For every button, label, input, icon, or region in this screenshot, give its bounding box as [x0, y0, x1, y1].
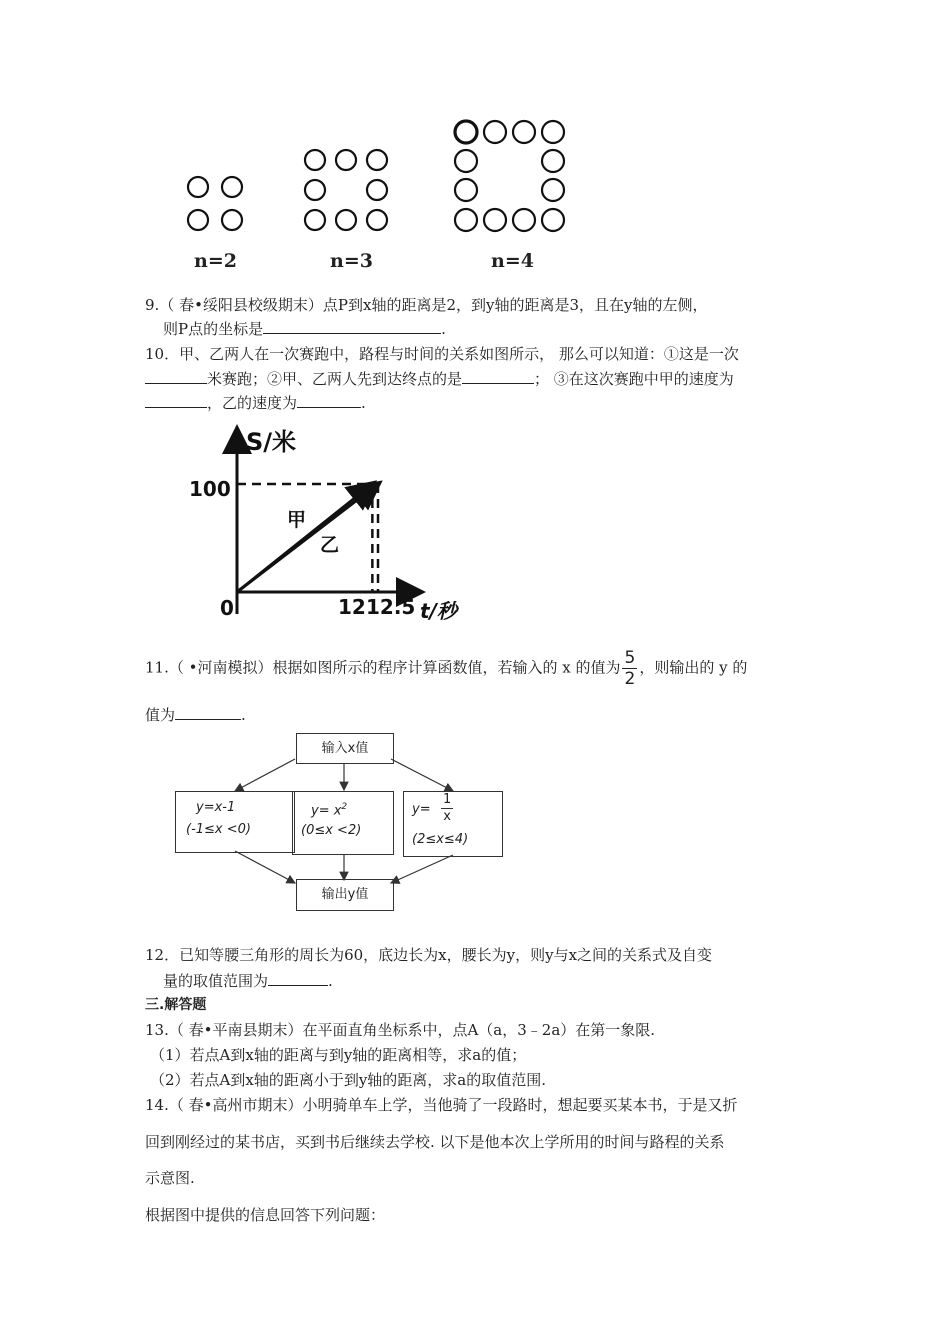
- flow-box3-formula: y=: [412, 802, 431, 817]
- q9-prompt: 则P点的坐标是: [163, 320, 264, 338]
- q12-answer-blank[interactable]: [268, 971, 328, 986]
- q10-line3: [145, 393, 366, 413]
- q14-line3: 示意图.: [145, 1169, 195, 1187]
- flow-output-box: [296, 879, 394, 911]
- q9-line1: 9.（ 春•绥阳县校级期末）点P到x轴的距离是2，到y轴的距离是3，且在y轴的左侧，: [145, 296, 708, 314]
- flow-box1-range: (-1≤x <0): [186, 822, 251, 837]
- q10-text-a: 米赛跑；②甲、乙两人先到达终点的是: [207, 370, 463, 388]
- q9-answer-blank[interactable]: [263, 319, 441, 334]
- flow-box-1: [175, 791, 295, 853]
- q11-prompt: 值为: [145, 706, 176, 724]
- flow-box3-denominator: x: [443, 809, 451, 824]
- origin-label: 0: [220, 596, 234, 620]
- y-tick-label-100: 100: [189, 477, 231, 501]
- q11-line1: [145, 648, 747, 689]
- y-axis-label: S/米: [246, 428, 297, 456]
- q9-line2: [163, 319, 446, 339]
- flow-box2-formula: y= x: [311, 803, 342, 819]
- q9-period: .: [441, 320, 446, 338]
- flow-box2-formula-line: [311, 802, 347, 818]
- x-tick-label-12: 12: [338, 595, 366, 619]
- flow-box-3: [403, 791, 503, 857]
- q12-line2: [163, 971, 333, 991]
- x-tick-label-12-5: 12.5: [366, 595, 416, 619]
- pattern-label-n2: n=2: [194, 250, 237, 272]
- q10-blank-speed-jia[interactable]: [145, 393, 207, 408]
- pattern-label-n4: n=4: [491, 250, 534, 272]
- flow-input-box: [296, 733, 394, 764]
- q13-line1: 13.（ 春•平南县期末）在平面直角坐标系中，点A（a，3﹣2a）在第一象限.: [145, 1021, 656, 1039]
- q11-frac-numerator: 5: [624, 648, 636, 668]
- flow-box3-numerator: 1: [443, 792, 452, 807]
- flow-box2-exponent: 2: [341, 802, 348, 812]
- flow-input-label: 输入x值: [321, 741, 369, 756]
- q13-sub2: （2）若点A到x轴的距离小于到y轴的距离，求a的取值范围.: [150, 1071, 547, 1089]
- q14-line1: 14.（ 春•高州市期末）小明骑单车上学，当他骑了一段路时，想起要买某本书，于是又折: [145, 1096, 738, 1114]
- q10-blank-speed-yi[interactable]: [297, 393, 361, 408]
- q10-line1: 10．甲、乙两人在一次赛跑中，路程与时间的关系如图所示， 那么可以知道：①这是一次: [145, 345, 739, 363]
- q14-line2: 回到刚经过的某书店，买到书后继续去学校. 以下是他本次上学所用的时间与路程的关系: [145, 1133, 725, 1151]
- section-heading-answers: 三.解答题: [145, 997, 207, 1013]
- series-label-yi: 乙: [320, 534, 340, 556]
- q10-text-d: .: [361, 394, 366, 412]
- q11-text-b: ，则输出的 y 的: [639, 658, 748, 677]
- q11-answer-blank[interactable]: [175, 705, 241, 720]
- q12-line1: 12．已知等腰三角形的周长为60，底边长为x，腰长为y，则y与x之间的关系式及自变: [145, 946, 713, 964]
- q12-period: .: [328, 972, 333, 990]
- series-line-yi: [237, 484, 378, 592]
- q14-line4: 根据图中提供的信息回答下列问题：: [145, 1206, 386, 1224]
- q10-line2: [145, 369, 734, 389]
- pattern-label-n3: n=3: [330, 250, 373, 272]
- q13-sub1: （1）若点A到x轴的距离与到y轴的距离相等，求a的值；: [150, 1046, 527, 1064]
- q10-text-b: ； ③在这次赛跑中甲的速度为: [534, 370, 734, 388]
- q11-line2: [145, 705, 246, 725]
- flow-box-2: [292, 791, 394, 855]
- flow-box2-range: (0≤x <2): [301, 823, 362, 838]
- series-label-jia: 甲: [287, 509, 307, 531]
- flow-box3-range: (2≤x≤4): [412, 832, 469, 847]
- q10-blank-distance[interactable]: [145, 369, 207, 384]
- q11-period: .: [241, 706, 246, 724]
- flow-box3-fraction: [441, 792, 453, 825]
- race-chart: [180, 418, 480, 628]
- flowchart: [175, 733, 510, 913]
- q10-text-c: ，乙的速度为: [207, 394, 298, 412]
- q10-blank-winner[interactable]: [462, 369, 534, 384]
- q11-fraction: [622, 648, 637, 689]
- x-axis-label: t/秒: [420, 599, 457, 623]
- q11-frac-denominator: 2: [624, 669, 636, 689]
- q11-text-a: 11.（ •河南模拟）根据如图所示的程序计算函数值，若输入的 x 的值为: [145, 658, 621, 677]
- q12-prompt: 量的取值范围为: [163, 972, 269, 990]
- flow-output-label: 输出y值: [321, 887, 369, 902]
- flow-box1-formula: y=x-1: [196, 800, 236, 815]
